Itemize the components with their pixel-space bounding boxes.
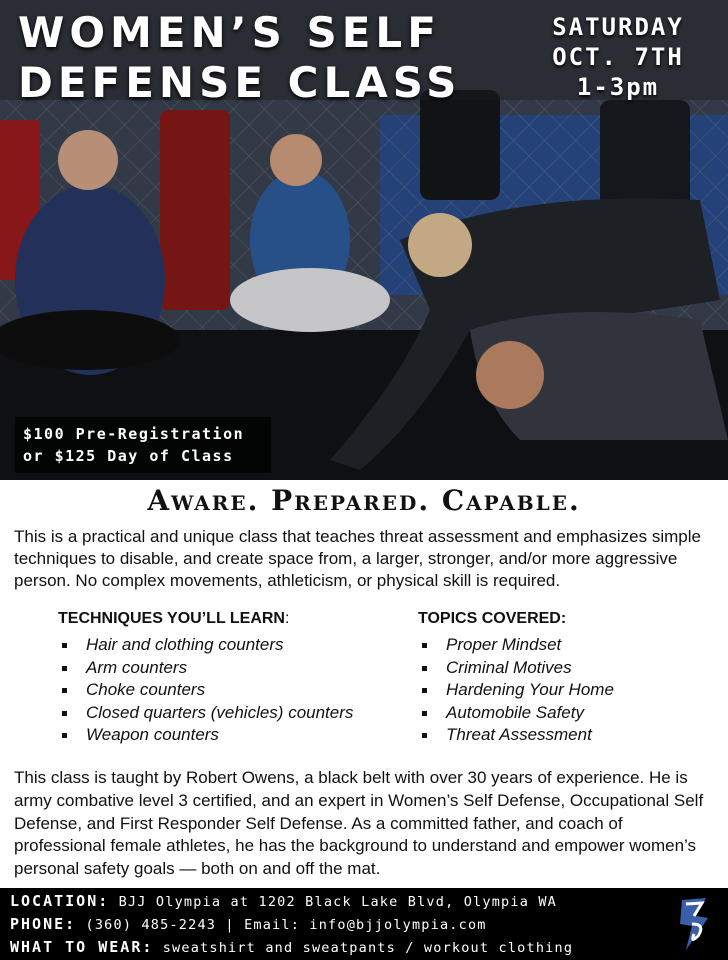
title-line-2: DEFENSE CLASS	[18, 58, 462, 107]
phone-label: PHONE:	[10, 915, 77, 933]
techniques-section	[58, 610, 408, 747]
list-item: Choke counters	[58, 679, 408, 702]
event-date	[548, 12, 688, 102]
list-item: Arm counters	[58, 657, 408, 680]
footer-info	[0, 888, 728, 960]
location-value: BJJ Olympia at 1202 Black Lake Blvd, Olympia WA	[118, 894, 558, 910]
pricing-box	[15, 417, 271, 473]
list-item: Automobile Safety	[418, 702, 718, 725]
event-title	[18, 8, 461, 108]
location-label: LOCATION:	[10, 892, 110, 910]
list-item: Closed quarters (vehicles) counters	[58, 702, 408, 725]
techniques-list	[58, 634, 408, 747]
list-item: Proper Mindset	[418, 634, 718, 657]
tagline: Aware. Prepared. Capable.	[147, 484, 581, 517]
list-item: Hardening Your Home	[418, 679, 718, 702]
list-item: Criminal Motives	[418, 657, 718, 680]
wear-value: sweatshirt and sweatpants / workout clothing	[162, 940, 574, 956]
list-item: Threat Assessment	[418, 724, 718, 747]
date-day: SATURDAY	[552, 13, 684, 41]
footer-wear	[10, 938, 573, 956]
title-line-1: WOMEN’S SELF	[18, 8, 441, 57]
techniques-heading: TECHNIQUES YOU’LL LEARN:	[58, 610, 290, 627]
price-preregistration: $100 Pre-Registration	[23, 425, 245, 443]
list-item: Weapon counters	[58, 724, 408, 747]
footer-location	[10, 892, 557, 910]
footer-contact	[10, 915, 487, 933]
topics-heading: TOPICS COVERED:	[418, 610, 567, 627]
bjj-olympia-logo-icon	[672, 894, 716, 954]
topics-section	[418, 610, 718, 747]
price-day-of: or $125 Day of Class	[23, 447, 234, 465]
list-item: Hair and clothing counters	[58, 634, 408, 657]
date-month: OCT. 7TH	[552, 43, 684, 71]
instructor-bio: This class is taught by Robert Owens, a black belt with over 30 years of experience. He is army combative level 3 certified, and an expert in Women’s Self Defense, Occupational Self Defense, and First Responder Self Defense. As a committed father, and coach of professional female athletes, he has the background to understand and empower women’s personal safety goals — both on and off the mat.	[14, 768, 704, 879]
date-time: 1-3pm	[576, 73, 660, 101]
wear-label: WHAT TO WEAR:	[10, 938, 154, 956]
intro-paragraph: This is a practical and unique class that teaches threat assessment and emphasizes simple techniques to disable, and create space from, a larger, stronger, and/or more aggressive person. No complex movements, athleticism, or physical skill is required.	[14, 527, 701, 590]
phone-email-value: (360) 485-2243 | Email: info@bjjolympia.com	[85, 917, 487, 933]
topics-list	[418, 634, 718, 747]
